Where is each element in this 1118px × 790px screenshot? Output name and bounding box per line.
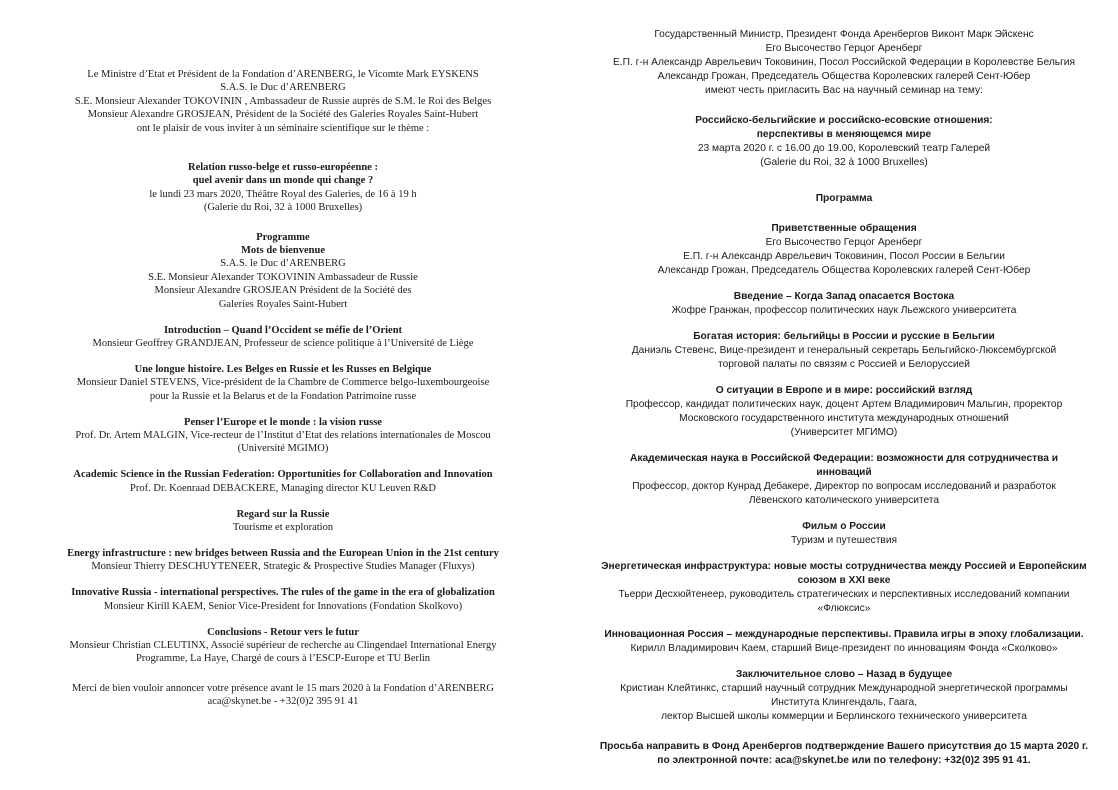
section-body-line: лектор Высшей школы коммерции и Берлинского технического университета bbox=[661, 711, 1027, 722]
program-section bbox=[36, 244, 530, 311]
section-heading-line: Заключительное слово – Назад в будущее bbox=[735, 669, 953, 680]
program-section bbox=[594, 628, 1094, 656]
section-body-line: Тьерри Десхюйтенеер, руководитель стратегических и перспективных исследований компании bbox=[618, 589, 1070, 600]
section-heading-line: инноваций bbox=[816, 467, 872, 478]
left-page bbox=[36, 68, 530, 709]
program-section bbox=[36, 586, 530, 613]
section-body-line: Профессор, кандидат политических наук, доцент Артем Владимирович Мальгин, проректор bbox=[625, 399, 1063, 410]
section-body-line: Monsieur Kirill KAEM, Senior Vice-President for Innovations (Fondation Skolkovo) bbox=[103, 600, 463, 612]
section-body-line: Monsieur Daniel STEVENS, Vice-président de la Chambre de Commerce belgo-luxembourgeoise bbox=[76, 377, 490, 389]
section-body-line: Monsieur Alexandre GROSJEAN Président de la Société des bbox=[154, 285, 412, 297]
event-date-line: le lundi 23 mars 2020, Théâtre Royal des Galeries, de 16 à 19 h bbox=[149, 188, 417, 200]
section-heading-line: Introduction – Quand l’Occident se méfie de l’Orient bbox=[163, 324, 403, 336]
host-line: Александр Грожан, Председатель Общества Королевских галерей Сент-Юбер bbox=[657, 71, 1031, 82]
event-date-line: 23 марта 2020 г. с 16.00 до 19.00, Королевский театр Галерей bbox=[697, 143, 991, 154]
section-heading-line: Innovative Russia - international perspectives. The rules of the game in the era of globalization bbox=[71, 587, 495, 599]
section-heading-line: Mots de bienvenue bbox=[241, 245, 325, 257]
rsvp-footer-line: Просьба направить в Фонд Аренбергов подтверждение Вашего присутствия до 15 марта 2020 г. bbox=[599, 741, 1089, 752]
section-heading-line: Фильм о России bbox=[802, 521, 886, 532]
program-section bbox=[594, 520, 1094, 548]
section-body-line: Его Высочество Герцог Аренберг bbox=[765, 237, 923, 248]
event-date-line: (Galerie du Roi, 32 à 1000 Bruxelles) bbox=[760, 157, 928, 168]
section-body-line: Galeries Royales Saint-Hubert bbox=[218, 298, 348, 310]
program-section bbox=[36, 363, 530, 403]
program-section bbox=[594, 330, 1094, 372]
rsvp-footer-line: по электронной почте: aca@skynet.be или по телефону: +32(0)2 395 91 41. bbox=[657, 755, 1031, 766]
event-title-line: перспективы в меняющемся мире bbox=[756, 129, 932, 140]
host-line: S.A.S. le Duc d’ARENBERG bbox=[220, 82, 346, 94]
section-body-line: pour la Russie et la Belarus et de la Fondation Patrimoine russe bbox=[149, 390, 417, 402]
section-body-line: (Университет МГИМО) bbox=[790, 427, 898, 438]
event-title-line: Relation russo-belge et russo-européenne : bbox=[188, 162, 378, 174]
rsvp-footer-line: aca@skynet.be - +32(0)2 395 91 41 bbox=[207, 696, 359, 708]
host-line: Его Высочество Герцог Аренберг bbox=[765, 43, 923, 54]
section-body-line: Жофре Гранжан, профессор политических наук Льежского университета bbox=[671, 305, 1017, 316]
section-heading-line: Academic Science in the Russian Federation: Opportunities for Collaboration and Innovation bbox=[73, 469, 493, 481]
program-section bbox=[594, 668, 1094, 724]
section-heading-line: О ситуации в Европе и в мире: российский взгляд bbox=[715, 385, 973, 396]
section-heading-line: Академическая наука в Российской Федерации: возможности для сотрудничества и bbox=[629, 453, 1058, 464]
program-section bbox=[594, 452, 1094, 508]
right-page bbox=[594, 28, 1094, 768]
section-body-line: Tourisme et exploration bbox=[232, 522, 334, 534]
section-body-line: S.E. Monsieur Alexander TOKOVININ Ambassadeur de Russie bbox=[148, 271, 418, 283]
section-body-line: Monsieur Geoffrey GRANDJEAN, Professeur de science politique à l’Université de Liège bbox=[92, 338, 474, 349]
section-body-line: Кристиан Клейтинкс, старший научный сотрудник Международной энергетической программы bbox=[620, 683, 1068, 694]
program-label: Программа bbox=[815, 193, 873, 204]
section-body-line: Даниэль Стевенс, Вице-президент и генеральный секретарь Бельгийско-Люксембургской bbox=[631, 345, 1057, 356]
host-line: Le Ministre d’Etat et Président de la Fondation d’ARENBERG, le Vicomte Mark EYSKENS bbox=[87, 69, 479, 80]
section-body-line: Prof. Dr. Artem MALGIN, Vice-recteur de l’Institut d’Etat des relations internationales de Moscou bbox=[75, 430, 491, 442]
section-body-line: Института Клингендаль, Гаага, bbox=[770, 697, 918, 708]
section-body-line: торговой палаты по связям с Россией и Белоруссией bbox=[718, 359, 970, 370]
program-section bbox=[36, 626, 530, 666]
section-body-line: (Université MGIMO) bbox=[237, 443, 329, 455]
section-body-line: Е.П. г-н Александр Аврельевич Токовинин, Посол России в Бельгии bbox=[683, 251, 1005, 262]
host-line: ont le plaisir de vous inviter à un séminaire scientifique sur le thème : bbox=[136, 122, 430, 134]
section-body-line: Кирилл Владимирович Каем, старший Вице-президент по инновациям Фонда «Сколково» bbox=[630, 643, 1058, 654]
section-body-line: Monsieur Thierry DESCHUYTENEER, Strategic & Prospective Studies Manager (Fluxys) bbox=[91, 561, 475, 573]
rsvp-footer-block bbox=[36, 682, 530, 709]
section-heading-line: Энергетическая инфраструктура: новые мосты сотрудничества между Россией и Европейским bbox=[601, 561, 1087, 572]
section-heading-line: Введение – Когда Запад опасается Востока bbox=[733, 291, 955, 302]
section-heading-line: Une longue histoire. Les Belges en Russie et les Russes en Belgique bbox=[134, 363, 432, 375]
section-body-line: Prof. Dr. Koenraad DEBACKERE, Managing director KU Leuven R&D bbox=[130, 482, 436, 494]
host-line: S.E. Monsieur Alexander TOKOVININ , Ambassadeur de Russie auprès de S.M. le Roi des Belges bbox=[74, 95, 492, 107]
section-body-line: «Флюксис» bbox=[817, 603, 871, 614]
rsvp-footer-line: Merci de bien vouloir annoncer votre présence avant le 15 mars 2020 à la Fondation d’ARENBERG bbox=[72, 682, 494, 694]
hosts-header-block bbox=[594, 28, 1094, 98]
program-section bbox=[36, 547, 530, 574]
host-line: Е.П. г-н Александр Аврельевич Токовинин, Посол Российской Федерации в Королевстве Бельгия bbox=[613, 57, 1075, 68]
host-line: имеют честь пригласить Вас на научный семинар на тему: bbox=[705, 85, 983, 96]
section-body-line: Programme, La Haye, Chargé de cours à l’ESCP-Europe et TU Berlin bbox=[135, 653, 431, 665]
program-section bbox=[36, 416, 530, 456]
section-body-line: S.A.S. le Duc d’ARENBERG bbox=[220, 258, 346, 270]
program-section bbox=[36, 468, 530, 495]
event-title-line: quel avenir dans un monde qui change ? bbox=[192, 175, 374, 187]
section-body-line: Туризм и путешествия bbox=[790, 535, 898, 546]
section-heading-line: Energy infrastructure : new bridges between Russia and the European Union in the 21st century bbox=[67, 547, 499, 559]
section-body-line: Профессор, доктор Кунрад Дебакере, Директор по вопросам исследований и разработок bbox=[632, 481, 1056, 492]
event-date-line: (Galerie du Roi, 32 à 1000 Bruxelles) bbox=[203, 202, 363, 214]
section-heading-line: Инновационная Россия – международные перспективы. Правила игры в эпоху глобализации. bbox=[604, 629, 1084, 640]
section-heading-line: Regard sur la Russie bbox=[236, 508, 330, 520]
program-label: Programme bbox=[256, 231, 310, 243]
section-heading-line: Приветственные обращения bbox=[771, 223, 917, 234]
section-heading-line: Conclusions - Retour vers le futur bbox=[207, 626, 359, 638]
section-body-line: Александр Грожан, Председатель Общества Королевских галерей Сент-Юбер bbox=[657, 265, 1031, 276]
program-section bbox=[594, 290, 1094, 318]
section-body-line: Лёвенского католического университета bbox=[748, 495, 940, 506]
program-section bbox=[594, 222, 1094, 278]
rsvp-footer-block bbox=[594, 740, 1094, 768]
event-title-block bbox=[36, 161, 530, 215]
program-section bbox=[594, 560, 1094, 616]
host-line: Государственный Министр, Президент Фонда Аренбергов Виконт Марк Эйскенс bbox=[654, 29, 1034, 40]
event-title-line: Российско-бельгийские и российско-есовские отношения: bbox=[695, 115, 993, 126]
hosts-header-block bbox=[36, 68, 530, 135]
section-heading-line: Penser l’Europe et le monde : la vision russe bbox=[184, 416, 382, 428]
section-body-line: Monsieur Christian CLEUTINX, Associé supérieur de recherche au Clingendael International Energy bbox=[69, 640, 497, 651]
event-title-block bbox=[594, 114, 1094, 170]
section-body-line: Московского государственного института международных отношений bbox=[679, 413, 1009, 424]
section-heading-line: союзом в XXI веке bbox=[797, 575, 891, 586]
program-section bbox=[36, 508, 530, 535]
host-line: Monsieur Alexandre GROSJEAN, Président de la Société des Galeries Royales Saint-Hubert bbox=[87, 109, 479, 121]
program-section bbox=[36, 324, 530, 351]
program-section bbox=[594, 384, 1094, 440]
section-heading-line: Богатая история: бельгийцы в России и русские в Бельгии bbox=[693, 331, 995, 342]
